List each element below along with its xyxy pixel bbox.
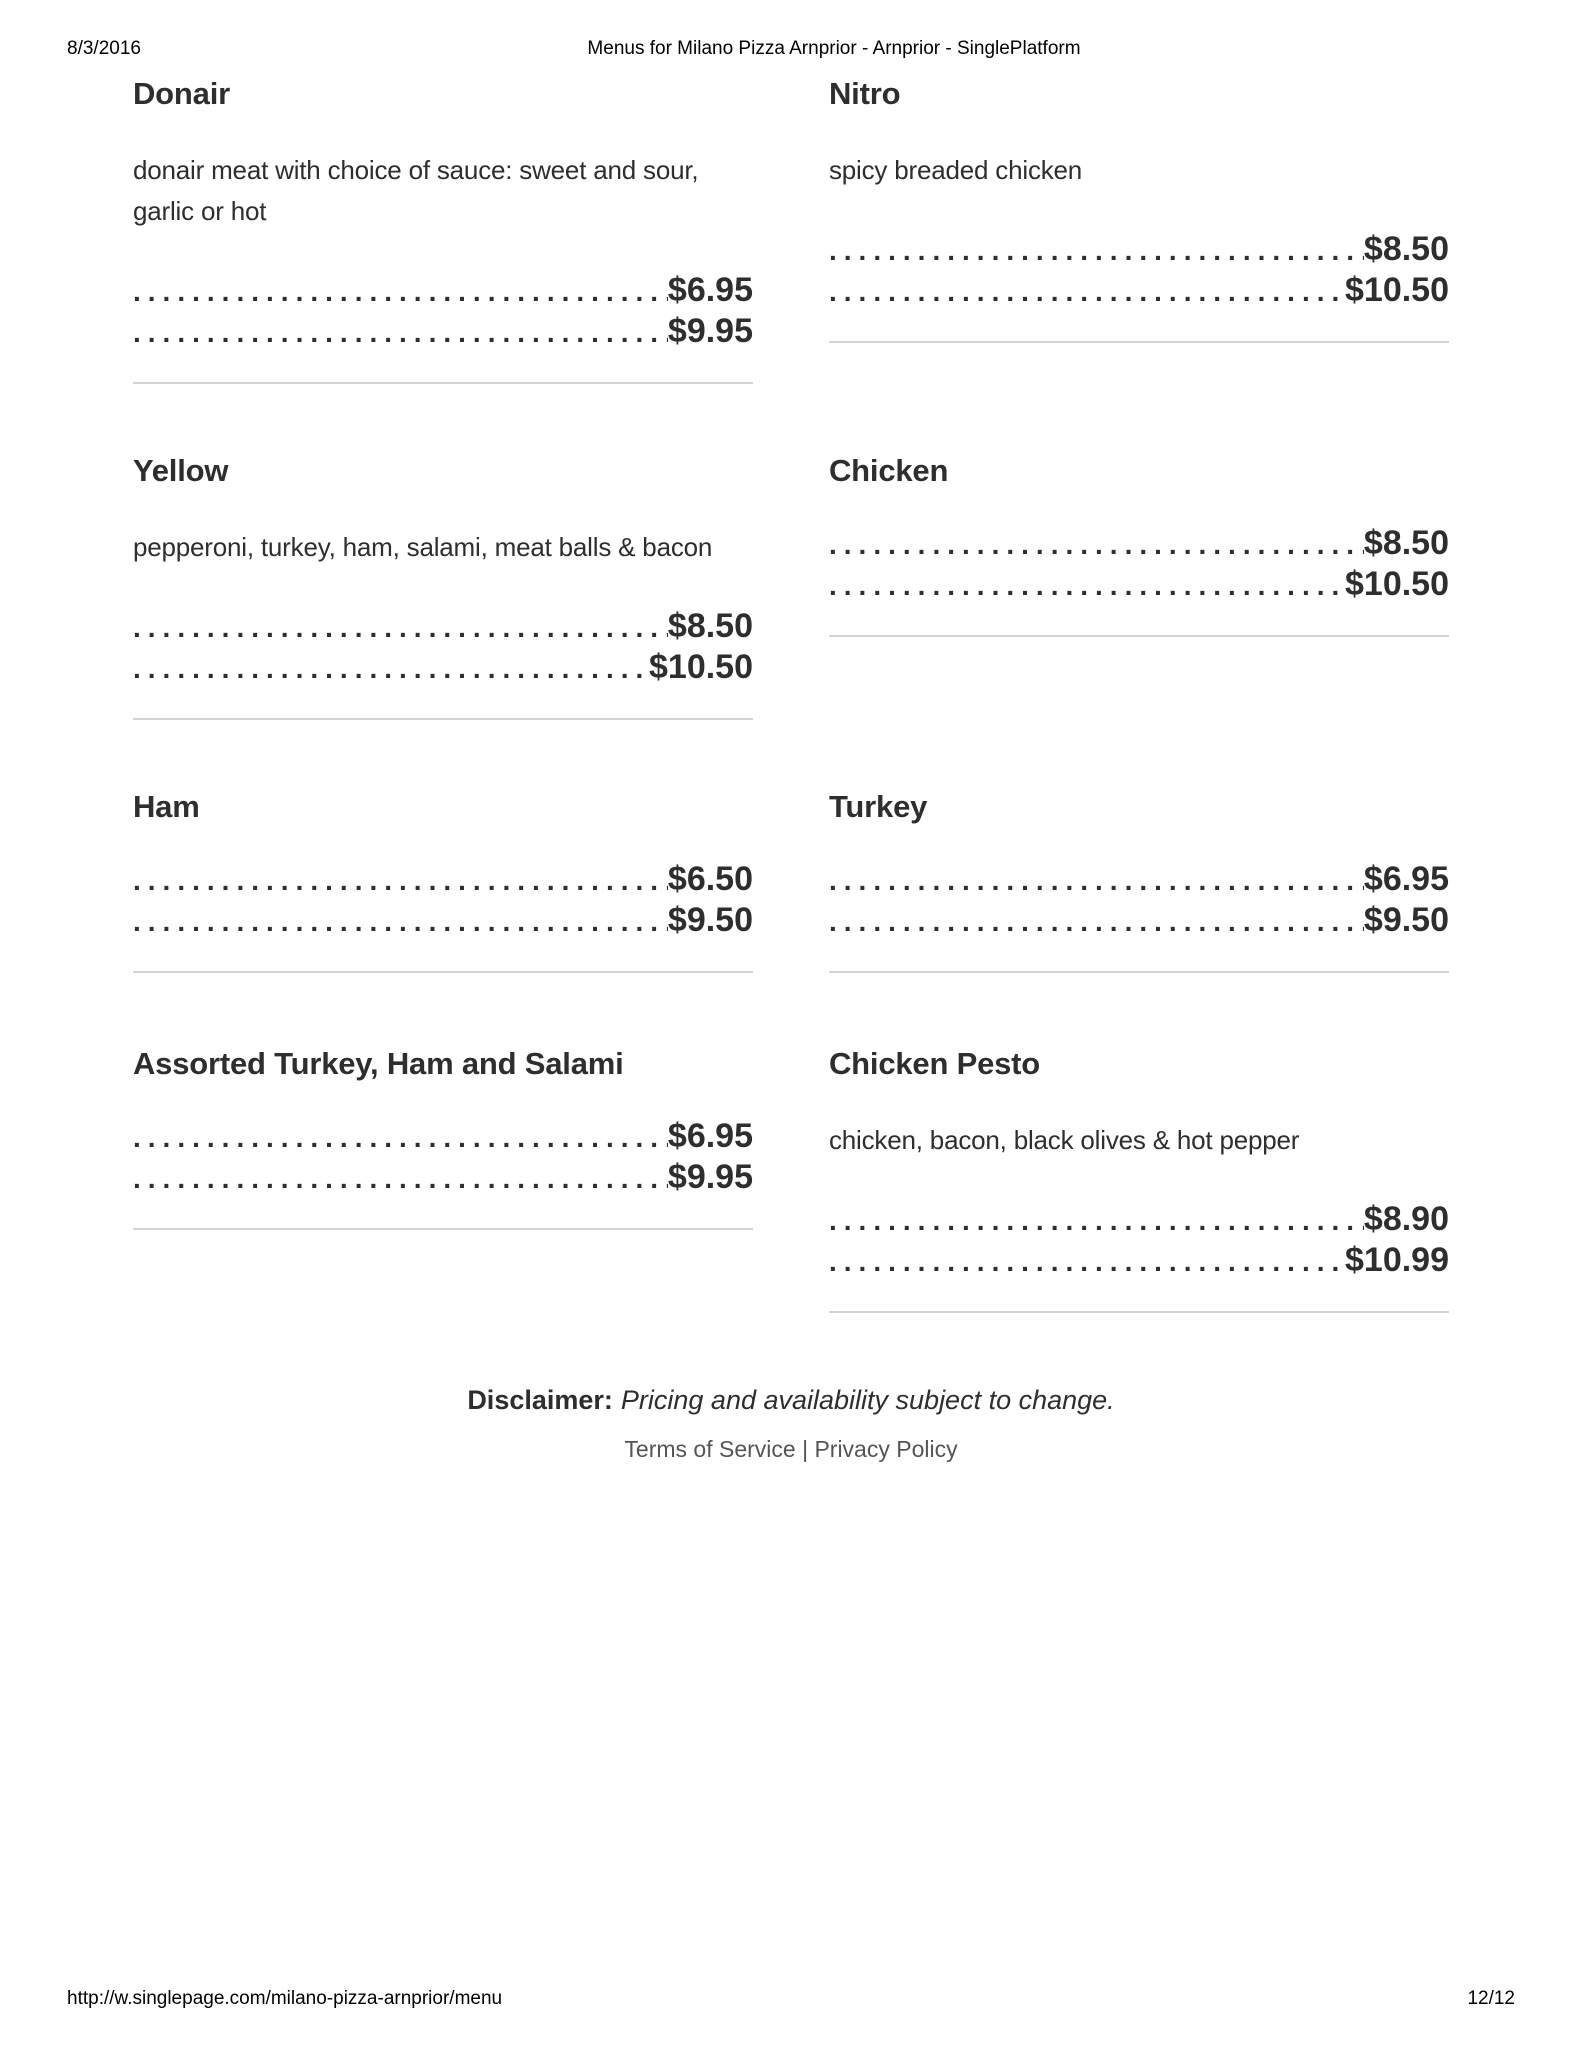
- price-row: [829, 564, 1449, 605]
- item-divider: [829, 1311, 1449, 1313]
- legal-separator: |: [802, 1436, 809, 1462]
- price-leader-dots: [829, 901, 1364, 942]
- menu-item-name: Turkey: [829, 789, 928, 824]
- price-leader-dots: [829, 1241, 1345, 1282]
- price-row: [133, 1157, 753, 1198]
- price-leader-dots: [829, 1200, 1364, 1241]
- price-value: $10.50: [1345, 271, 1449, 309]
- menu-item-name: Chicken Pesto: [829, 1046, 1041, 1081]
- price-leader-dots: [829, 860, 1364, 901]
- price-row: [829, 1240, 1449, 1281]
- menu-item-prices: [829, 1199, 1449, 1281]
- menu-item-name: Yellow: [133, 453, 229, 488]
- menu-item-prices: [829, 229, 1449, 311]
- item-divider: [133, 718, 753, 720]
- price-leader-dots: [829, 565, 1345, 606]
- menu-item-prices: [133, 270, 753, 352]
- price-row: [133, 647, 753, 688]
- item-divider: [829, 635, 1449, 637]
- price-row: [133, 1116, 753, 1157]
- print-header: [0, 38, 1582, 64]
- price-row: [829, 859, 1449, 900]
- menu-item-name: Nitro: [829, 76, 901, 111]
- print-date: 8/3/2016: [67, 38, 141, 59]
- price-value: $8.50: [667, 607, 753, 645]
- price-value: $9.95: [667, 312, 753, 350]
- menu-item-chicken: [829, 453, 1449, 637]
- price-value: $10.50: [1345, 565, 1449, 603]
- item-divider: [133, 1228, 753, 1230]
- menu-item-ham: [133, 789, 753, 973]
- price-row: [829, 900, 1449, 941]
- price-row: [829, 270, 1449, 311]
- price-value: $10.99: [1345, 1241, 1449, 1279]
- price-value: $9.50: [1363, 901, 1449, 939]
- price-leader-dots: [133, 1158, 668, 1199]
- menu-item-prices: [133, 606, 753, 688]
- price-value: $6.95: [667, 271, 753, 309]
- price-value: $6.95: [1363, 860, 1449, 898]
- privacy-policy-link[interactable]: Privacy Policy: [814, 1436, 958, 1462]
- menu-item-name: Donair: [133, 76, 230, 111]
- price-row: [829, 523, 1449, 564]
- price-row: [829, 229, 1449, 270]
- menu-item-description: spicy breaded chicken: [829, 155, 1083, 185]
- disclaimer-text: Pricing and availability subject to change.: [620, 1385, 1115, 1415]
- price-value: $8.50: [1363, 230, 1449, 268]
- menu-item-prices: [829, 859, 1449, 941]
- price-row: [133, 270, 753, 311]
- menu-item-prices: [829, 523, 1449, 605]
- menu-item-donair: [133, 76, 753, 384]
- disclaimer: [0, 1385, 1582, 1416]
- item-divider: [133, 382, 753, 384]
- menu-item-description: donair meat with choice of sauce: sweet and sour, garlic or hot: [133, 155, 699, 226]
- menu-item-chicken-pesto: [829, 1046, 1449, 1313]
- price-value: $8.90: [1363, 1200, 1449, 1238]
- price-value: $6.95: [667, 1117, 753, 1155]
- price-row: [133, 900, 753, 941]
- print-page-number: 12/12: [1467, 1988, 1515, 2009]
- price-leader-dots: [133, 648, 649, 689]
- price-value: $9.95: [667, 1158, 753, 1196]
- menu-item-description: pepperoni, turkey, ham, salami, meat balls & bacon: [133, 532, 713, 562]
- legal-links: [0, 1436, 1582, 1463]
- price-value: $10.50: [649, 648, 753, 686]
- price-leader-dots: [133, 607, 668, 648]
- price-leader-dots: [829, 271, 1345, 312]
- price-row: [133, 311, 753, 352]
- menu-item-name: Assorted Turkey, Ham and Salami: [133, 1046, 624, 1081]
- menu-item-turkey: [829, 789, 1449, 973]
- print-url: http://w.singlepage.com/milano-pizza-arnprior/menu: [67, 1988, 503, 2009]
- item-divider: [829, 971, 1449, 973]
- menu-item-name: Ham: [133, 789, 200, 824]
- print-footer: [0, 1988, 1582, 2014]
- price-row: [133, 859, 753, 900]
- menu-item-description: chicken, bacon, black olives & hot pepper: [829, 1125, 1300, 1155]
- menu-item-nitro: [829, 76, 1449, 343]
- price-leader-dots: [829, 230, 1364, 271]
- price-row: [829, 1199, 1449, 1240]
- price-value: $6.50: [667, 860, 753, 898]
- menu-item-yellow: [133, 453, 753, 720]
- price-row: [133, 606, 753, 647]
- disclaimer-label: Disclaimer:: [467, 1385, 613, 1415]
- price-leader-dots: [133, 271, 668, 312]
- price-leader-dots: [133, 1117, 668, 1158]
- price-leader-dots: [829, 524, 1364, 565]
- price-leader-dots: [133, 901, 668, 942]
- price-value: $8.50: [1363, 524, 1449, 562]
- menu-item-prices: [133, 1116, 753, 1198]
- terms-of-service-link[interactable]: Terms of Service: [624, 1436, 796, 1462]
- print-page-title: Menus for Milano Pizza Arnprior - Arnprior - SinglePlatform: [587, 38, 1081, 59]
- price-leader-dots: [133, 312, 668, 353]
- menu-item-name: Chicken: [829, 453, 949, 488]
- item-divider: [133, 971, 753, 973]
- price-leader-dots: [133, 860, 668, 901]
- menu-item-assorted-turkey-ham-salami: [133, 1046, 753, 1230]
- item-divider: [829, 341, 1449, 343]
- menu-item-prices: [133, 859, 753, 941]
- price-value: $9.50: [667, 901, 753, 939]
